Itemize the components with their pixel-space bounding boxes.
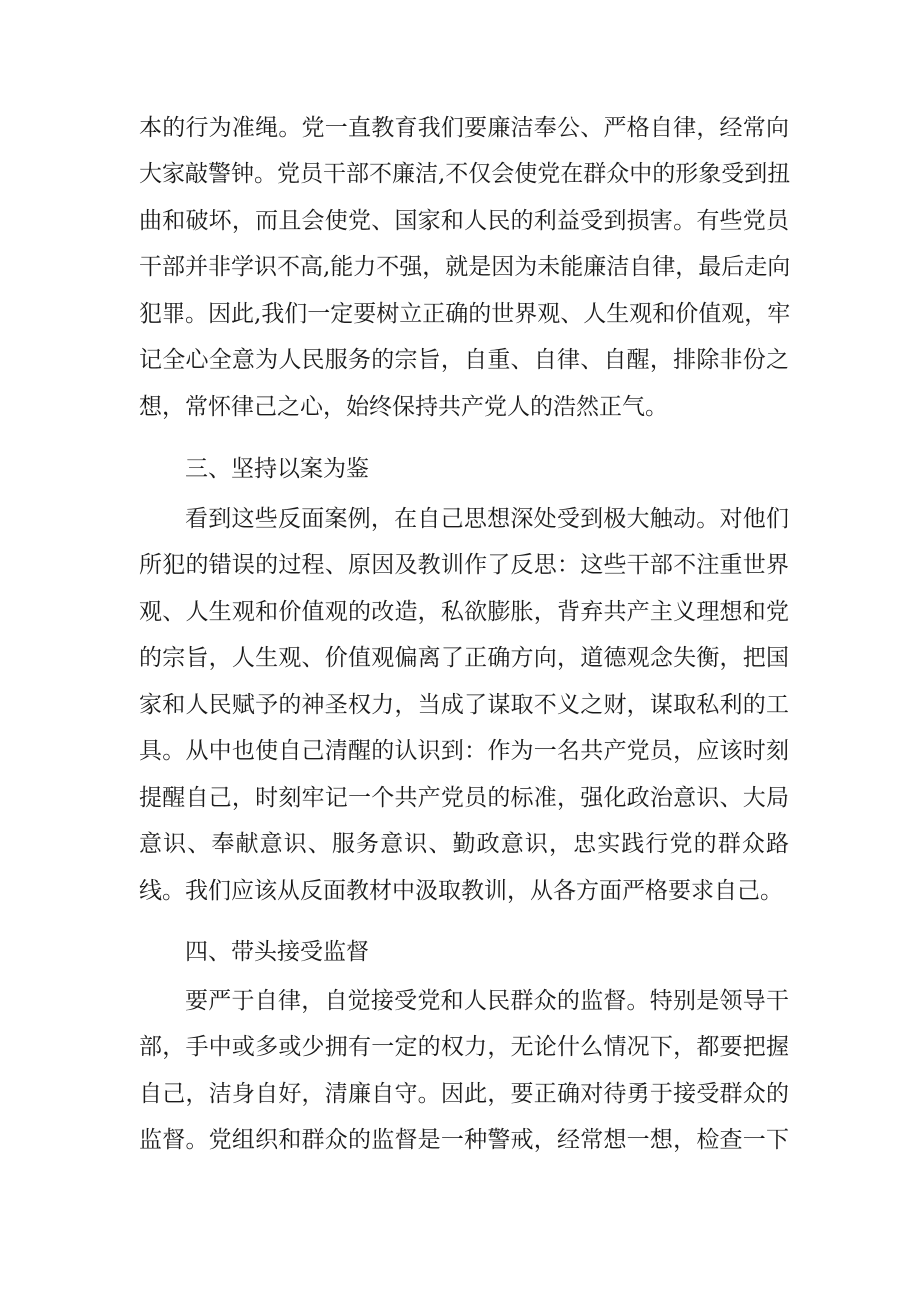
text-line: 本的行为准绳。党一直教育我们要廉洁奉公、严格自律，经常向 bbox=[139, 115, 789, 141]
paragraph-first-line: 要严于自律，自觉接受党和人民群众的监督。特别是领导干 bbox=[185, 988, 789, 1014]
text-line: 犯罪。因此,我们一定要树立正确的世界观、人生观和价值观，牢 bbox=[139, 301, 791, 327]
text-line: 观、人生观和价值观的改造，私欲膨胀，背弃共产主义理想和党 bbox=[139, 599, 789, 625]
text-line: 曲和破坏，而且会使党、国家和人民的利益受到损害。有些党员 bbox=[139, 208, 789, 234]
text-line: 线。我们应该从反面教材中汲取教训，从各方面严格要求自己。 bbox=[139, 878, 783, 904]
text-line: 大家敲警钟。党员干部不廉洁,不仅会使党在群众中的形象受到扭 bbox=[139, 161, 791, 187]
text-line: 部，手中或多或少拥有一定的权力，无论什么情况下，都要把握 bbox=[139, 1034, 789, 1060]
text-line: 自己，洁身自好，清廉自守。因此，要正确对待勇于接受群众的 bbox=[139, 1081, 789, 1107]
text-line: 具。从中也使自己清醒的认识到：作为一名共产党员，应该时刻 bbox=[139, 738, 789, 764]
text-line: 家和人民赋予的神圣权力，当成了谋取不义之财，谋取私利的工 bbox=[139, 692, 789, 718]
section-heading: 三、坚持以案为鉴 bbox=[185, 456, 369, 482]
text-line: 干部并非学识不高,能力不强，就是因为未能廉洁自律，最后走向 bbox=[139, 254, 791, 280]
section-heading: 四、带头接受监督 bbox=[185, 939, 369, 965]
text-line: 记全心全意为人民服务的宗旨，自重、自律、自醒，排除非份之 bbox=[139, 347, 789, 373]
text-line: 提醒自己，时刻牢记一个共产党员的标准，强化政治意识、大局 bbox=[139, 785, 789, 811]
text-line: 想，常怀律己之心，始终保持共产党人的浩然正气。 bbox=[139, 394, 668, 420]
paragraph-first-line: 看到这些反面案例，在自己思想深处受到极大触动。对他们 bbox=[185, 506, 789, 532]
text-line: 监督。党组织和群众的监督是一种警戒，经常想一想，检查一下 bbox=[139, 1127, 789, 1153]
text-line: 所犯的错误的过程、原因及教训作了反思：这些干部不注重世界 bbox=[139, 552, 789, 578]
text-line: 意识、奉献意识、服务意识、勤政意识，忠实践行党的群众路 bbox=[139, 831, 789, 857]
text-line: 的宗旨，人生观、价值观偏离了正确方向，道德观念失衡，把国 bbox=[139, 645, 789, 671]
